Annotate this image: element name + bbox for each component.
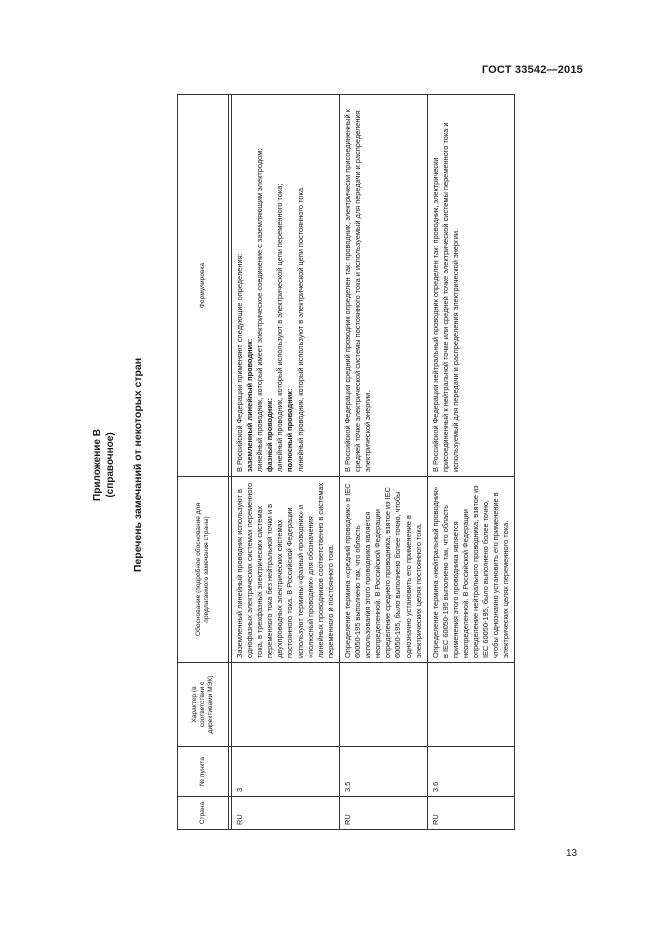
cell-country: RU bbox=[232, 797, 340, 830]
col-header-item: № пункта bbox=[178, 747, 229, 797]
appendix-title: Приложение В bbox=[92, 429, 103, 501]
table-row bbox=[232, 95, 340, 830]
cell-nature bbox=[232, 663, 340, 747]
col-header-nature: Характер (в соответствии с директивами МЭК) bbox=[178, 663, 229, 747]
cell-item: 3.5 bbox=[339, 747, 427, 797]
cell-justification: Заземленный линейный проводник используют в однофазных электрических системах переменного тока, в трехфазных электрических системах переменного тока без нейтральной точки и в двухпроводных электрических системах постоянного тока. В Российской Федерации используют термины «фазный проводник» и «полюсный проводник» для обозначения линейных проводников соответственно в системах переменного и постоянного тока. bbox=[232, 477, 340, 663]
cell-item: 3 bbox=[232, 747, 340, 797]
term-pole-conductor: полюсный проводник: bbox=[285, 388, 295, 472]
col-header-wording: Формулировка bbox=[178, 95, 229, 477]
appendix-subtitle: (справочное) bbox=[105, 432, 116, 498]
cell-justification: Определение термина «нейтральный проводник» в IEC 60050-195 выполнено так, что область применения этого проводника является неопределенной. В Российской Федерации определение нейтрального проводника, взятое из IEC 60050-195, было выполнено более точно, чтобы однозначно установить его применение в электрических целях переменного тока. bbox=[427, 477, 515, 663]
page-number: 13 bbox=[566, 848, 578, 859]
standard-designation: ГОСТ 33542—2015 bbox=[481, 64, 583, 76]
table-header-row bbox=[178, 95, 229, 830]
wording-intro: В Российской Федерации применяют следующие определения: bbox=[235, 253, 244, 472]
definition-pole-conductor: линейный проводник, который используют в электрической цепи постоянного тока. bbox=[295, 185, 305, 472]
cell-wording: В Российской Федерации нейтральный проводник определен так: проводник, электрически присоединенный к нейтральной точке или средней точке электрической системы переменного тока и используемый для передачи и распределения электрической энергии. bbox=[427, 95, 515, 477]
rotated-page-content bbox=[80, 90, 580, 840]
col-header-country: Страна bbox=[178, 797, 229, 830]
cell-country: RU bbox=[339, 797, 427, 830]
cell-nature bbox=[339, 663, 427, 747]
table-title: Перечень замечаний от некоторых стран bbox=[132, 357, 144, 573]
term-grounded-line-conductor: заземленный линейный проводник: bbox=[245, 338, 255, 472]
table-row bbox=[339, 95, 427, 830]
cell-justification: Определение термина «средний проводник» в IEC 60050-195 выполнено так, что область использования этого проводника является неопределенной. В Российской Федерации определение среднего проводника, взятое из IEC 60050-195, было выполнено более точно, чтобы однозначно установить его применение в электрических целях постоянного тока. bbox=[339, 477, 427, 663]
cell-wording: В Российской Федерации средний проводник определен так: проводник, электрически присоединенный к средней точке электрической системы постоянного тока и используемый для передачи и распределения электрической энергии. bbox=[339, 95, 427, 477]
cell-item: 3.6 bbox=[427, 747, 515, 797]
col-header-justification: Обоснование (подробное обоснование для предлагаемого замечания страны) bbox=[178, 477, 229, 663]
cell-nature bbox=[427, 663, 515, 747]
definition-grounded-line-conductor: линейный проводник, который имеет электрическое соединение с заземляющим электродом; bbox=[255, 148, 265, 472]
cell-wording bbox=[232, 95, 340, 477]
observations-table bbox=[177, 94, 515, 830]
term-phase-conductor: фазный проводник: bbox=[265, 398, 275, 472]
table-row bbox=[427, 95, 515, 830]
definition-phase-conductor: линейный проводник, который используют в электрической цепи переменного тока; bbox=[275, 183, 285, 472]
cell-country: RU bbox=[427, 797, 515, 830]
